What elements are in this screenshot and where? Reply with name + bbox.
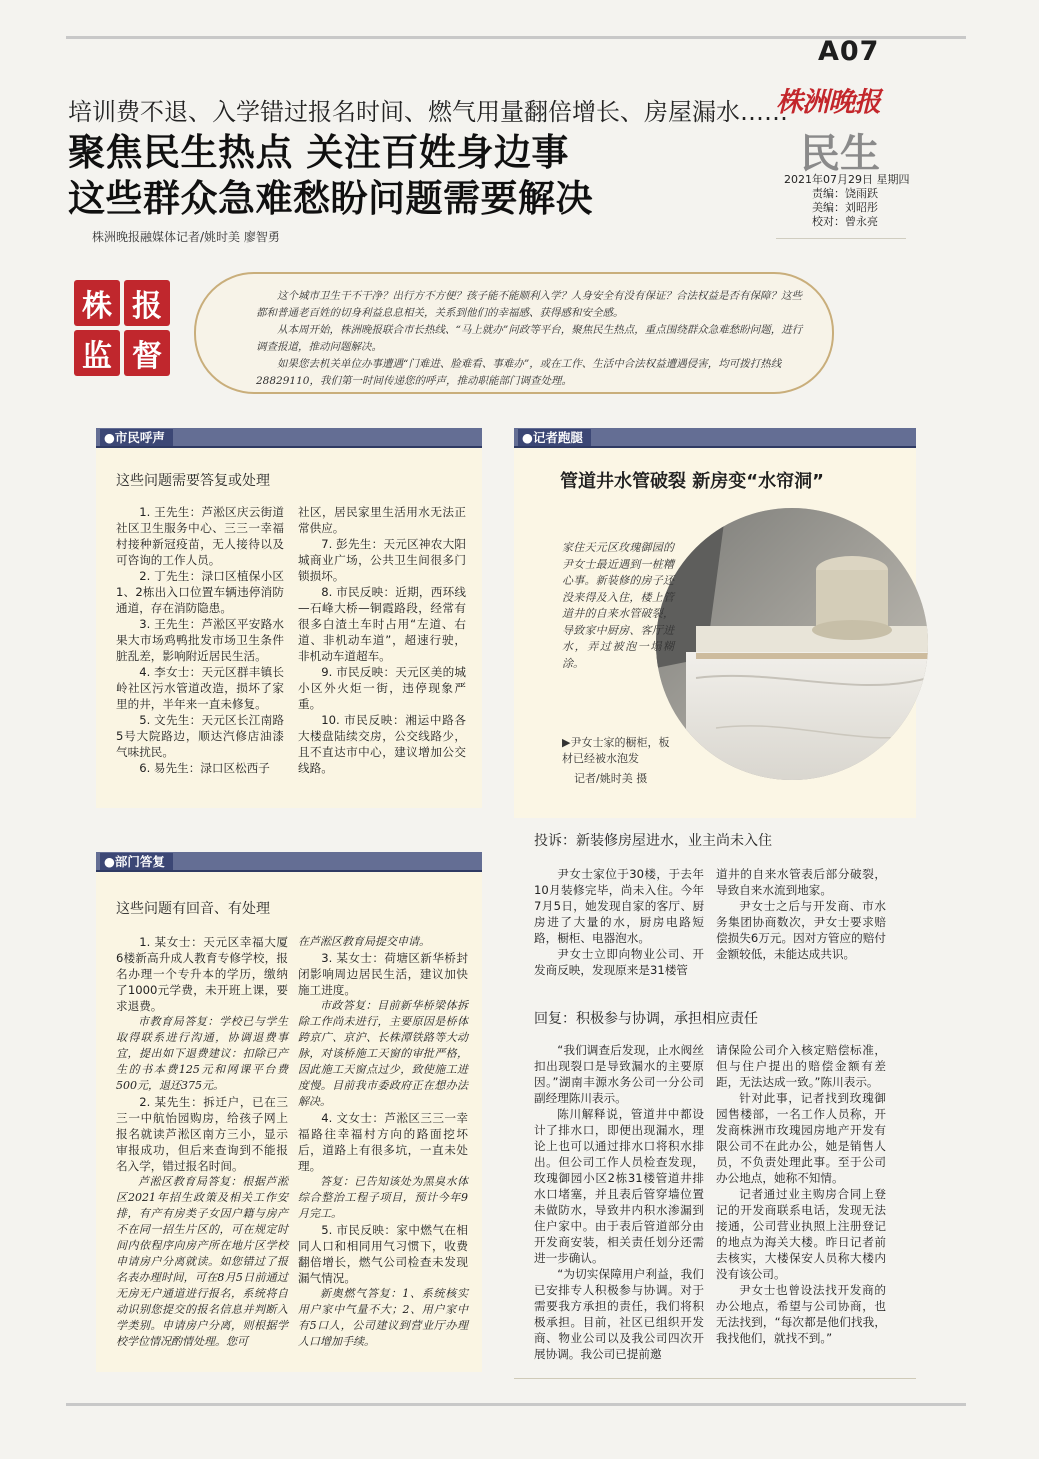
panel-label: ●市民呼声: [100, 429, 173, 446]
seal-char: 株: [74, 280, 120, 326]
article-paragraph: 尹女士立即向物业公司、开发商反映，发现原来是31楼管: [534, 947, 704, 977]
photo-credit: 记者/姚时美 摄: [574, 772, 648, 785]
panel-label: ●记者跑腿: [518, 429, 591, 446]
panel-label: ●部门答复: [100, 853, 173, 870]
headline-line-2: 这些群众急难愁盼问题需要解决: [68, 177, 593, 220]
list-item: 5. 市民反映：家中燃气在相同人口和相同用气习惯下，收费翻倍增长，燃气公司检查未发现漏气情况。: [298, 1223, 468, 1285]
reply-text: 市教育局答复：学校已与学生取得联系进行沟通，协调退费事宜，提出如下退费建议：扣除已产生的书本费125元和网课平台费500元，退还375元。: [116, 1015, 288, 1092]
reply-text: 芦淞区教育局答复：根据芦淞区2021年招生政策及相关工作安排，有产有房类子女因户籍与房产不在同一招生片区的，可在规定时间内依程序向房产所在地片区学校申请房户分离就读。如您错过了报名表办理时间，可在8月5日前通过无房无户通道进行报名，系统将自动识别您提交的报名信息并判断入学类别。申请房户分离，则根据学校学位情况酌情处理。您可: [116, 1175, 288, 1348]
intro-paragraph: 如果您去机关单位办事遭遇“门难进、脸难看、事难办”，或在工作、生活中合法权益遭遇侵害，均可拨打热线28829110，我们第一时间传递您的呼声，推动职能部门调查处理。: [256, 358, 782, 387]
cabinet-photo: [656, 508, 928, 780]
newspaper-masthead: 株洲晚报: [776, 87, 880, 118]
list-item: 10. 市民反映：湘运中路各大楼盘陆续交房，公交线路少，且不直达市中心，建议增加公交线路。: [298, 713, 466, 775]
intro-box: [194, 272, 834, 394]
seal-char: 督: [124, 330, 170, 376]
article-paragraph: 尹女士也曾设法找开发商的办公地点，希望与公司协商，也无法找到，“每次都是他们找我，我找他们，就找不到。”: [716, 1283, 886, 1345]
complaint-column-2: [716, 866, 886, 962]
water-damage-image: [656, 508, 928, 780]
headline-kicker: 培训费不退、入学错过报名时间、燃气用量翻倍增长、房屋漏水……: [68, 98, 788, 126]
complaint-subtitle: 投诉：新装修房屋进水，业主尚未入住: [534, 833, 772, 849]
list-item: 2. 某先生：拆迁户，已在三三一中航怡园购房，给孩子网上报名就读芦淞区南方三小，显示审报成功，但后来查询到不能报名入学，错过报名时间。: [116, 1095, 288, 1173]
issue-date: 2021年07月29日 星期四: [784, 173, 910, 186]
article-paragraph: 尹女士家位于30楼，于去年10月装修完毕，尚未入住。今年7月5日，她发现自家的客厅、厨房进了大量的水，厨房电路短路，橱柜、电器泡水。: [534, 867, 704, 945]
article-lede: 家住天元区玫瑰御园的尹女士最近遇到一桩糟心事。新装修的房子还没来得及入住，楼上管道井的自来水管破裂，导致家中厨房、客厅进水，弄过被泡一塌糊涂。: [562, 541, 674, 670]
list-item: 3. 王先生：芦淞区平安路水果大市场鸡鸭批发市场卫生条件脏乱差，影响附近居民生活。: [116, 617, 284, 663]
dept-column-2: [298, 934, 468, 1350]
panel-header: [96, 852, 482, 872]
article-paragraph: “为切实保障用户利益，我们已安排专人积极参与协调。对于需要我方承担的责任，我们将积极承担。目前，社区已组织开发商、物业公司以及我公司四次开展协调。我公司已提前邀: [534, 1267, 704, 1361]
header-meta-rule: [776, 238, 906, 239]
reply-column-2: [716, 1042, 886, 1346]
page-number: A07: [818, 36, 880, 67]
intro-paragraph: 这个城市卫生干不干净？出行方不方便？孩子能不能顺利入学？人身安全有没有保证？合法权益是否有保障？这些都和普通老百姓的切身利益息息相关，关系到他们的幸福感、获得感和安全感。: [256, 290, 802, 319]
department-reply-panel: [96, 852, 482, 1372]
list-item: 7. 彭先生：天元区神农大阳城商业广场，公共卫生间很多门锁损坏。: [298, 537, 466, 583]
list-item: 3. 某女士：荷塘区新华桥封闭影响周边居民生活，建议加快施工进度。: [298, 951, 468, 997]
article-paragraph: 尹女士之后与开发商、市水务集团协商数次，尹女士要求赔偿损失6万元。因对方管应的赔付金额较低，未能达成共识。: [716, 899, 886, 961]
reply-text: 新奥燃气答复：1、系统核实用户家中气量不大；2、用户家中有5口人，公司建议到营业厅办理人口增加手续。: [298, 1287, 468, 1348]
list-item: 1. 某女士：天元区幸福大厦6楼新高升成人教育专修学校，报名办理一个专升本的学历，缴纳了1000元学费，未开班上课，要求退费。: [116, 935, 288, 1013]
reply-text: 在芦淞区教育局提交申请。: [298, 935, 430, 948]
supervision-seal: [74, 280, 170, 376]
complaint-column-1: [534, 866, 704, 978]
reply-subtitle: 回复：积极参与协调，承担相应责任: [534, 1011, 758, 1027]
article-title: 管道井水管破裂 新房变“水帘洞”: [560, 471, 824, 492]
panel-header: [514, 428, 916, 448]
photo-caption: [562, 735, 672, 787]
article-bottom-rule: [514, 1378, 916, 1379]
list-item: 6. 易先生：渌口区松西子: [139, 761, 270, 775]
reply-column-1: [534, 1042, 704, 1362]
bottom-rule: [66, 1403, 966, 1406]
seal-char: 报: [124, 280, 170, 326]
list-item: 4. 李女士：天元区群丰镇长岭社区污水管道改造，损坏了家里的井，半年来一直未修复。: [116, 665, 284, 711]
list-item: 社区，居民家里生活用水无法正常供应。: [298, 505, 466, 535]
citizen-column-2: [298, 504, 466, 776]
byline: 株洲晚报融媒体记者/姚时美 廖智勇: [92, 230, 280, 244]
list-item: 4. 文女士：芦淞区三三一幸福路往幸福村方向的路面挖坏后，道路上有很多坑，一直未处理。: [298, 1111, 468, 1173]
editor-credit: 责编：饶雨跃: [812, 187, 878, 200]
list-item: 2. 丁先生：渌口区植保小区1、2栋出入口位置车辆违停消防通道，存在消防隐患。: [116, 569, 284, 615]
panel-subtitle: 这些问题需要答复或处理: [116, 473, 270, 489]
list-item: 8. 市民反映：近期，西环线—石峰大桥—铜霞路段，经常有很多白渣土车时占用“左道、右道、非机动车道”，超速行驶，非机动车道超车。: [298, 585, 466, 663]
proofreader-credit: 校对：曾永亮: [812, 215, 878, 228]
panel-subtitle: 这些问题有回音、有处理: [116, 901, 270, 917]
panel-header: [96, 428, 482, 448]
dept-column-1: [116, 934, 288, 1350]
caption-text: ▶尹女士家的橱柜，板材已经被水泡发: [562, 736, 670, 765]
section-title: 民生: [800, 130, 880, 177]
article-paragraph: 道井的自来水管表后部分破裂，导致自来水流到地家。: [716, 867, 886, 897]
reply-text: 答复：已告知该处为黑臭水体综合整治工程子项目，预计今年9月完工。: [298, 1175, 468, 1220]
seal-char: 监: [74, 330, 120, 376]
list-item: 5. 文先生：天元区长江南路5号大院路边，顺达汽修店油漆气味扰民。: [116, 713, 284, 759]
article-paragraph: 针对此事，记者找到玫瑰御园售楼部，一名工作人员称，开发商株洲市玫瑰园房地产开发有限公司不在此办公，她是销售人员，不负责处理此事。至于公司办公地点，她称不知情。: [716, 1091, 886, 1185]
list-item: 1. 王先生：芦淞区庆云街道社区卫生服务中心、三三一幸福村接种新冠疫苗，无人接待以及可咨询的工作人员。: [116, 505, 284, 567]
designer-credit: 美编：刘昭彤: [812, 201, 878, 214]
citizen-voice-panel: [96, 428, 482, 808]
article-paragraph: 陈川解释说，管道井中都设计了排水口，即便出现漏水，理论上也可以通过排水口将积水排出。但公司工作人员检查发现，玫瑰御园小区2栋31楼管道井排水口堵塞，并且表后管穿墙位置未做防水，导致井内积水渗漏到住户家中。由于表后管道部分由开发商安装，相关责任划分还需进一步确认。: [534, 1107, 704, 1265]
headline-line-1: 聚焦民生热点 关注百姓身边事: [68, 131, 569, 174]
article-paragraph: “我们调查后发现，止水阀丝扣出现裂口是导致漏水的主要原因。”湖南丰源水务公司一分公司副经理陈川表示。: [534, 1043, 704, 1105]
reply-text: 市政答复：目前新华桥梁体拆除工作尚未进行，主要原因是桥体跨京广、京沪、长株潭铁路等大动脉，对该桥施工天窗的审批严格，因此施工天窗点过少，致使施工进度慢。目前我市委政府正在想办法解决。: [298, 999, 468, 1108]
citizen-column-1: [116, 504, 284, 776]
article-paragraph: 请保险公司介入核定赔偿标准，但与住户提出的赔偿金额有差距，无法达成一致。”陈川表示。: [716, 1043, 886, 1089]
intro-paragraph: 从本周开始，株洲晚报联合市长热线、“马上就办”问政等平台，聚焦民生热点，重点围绕群众急难愁盼问题，进行调查报道，推动问题解决。: [256, 324, 803, 353]
article-paragraph: 记者通过业主购房合同上登记的开发商联系电话，发现无法接通，公司营业执照上注册登记的地点为海关大楼。昨日记者前去核实，大楼保安人员称大楼内没有该公司。: [716, 1187, 886, 1281]
list-item: 9. 市民反映：天元区美的城小区外火炬一街，违停现象严重。: [298, 665, 466, 711]
